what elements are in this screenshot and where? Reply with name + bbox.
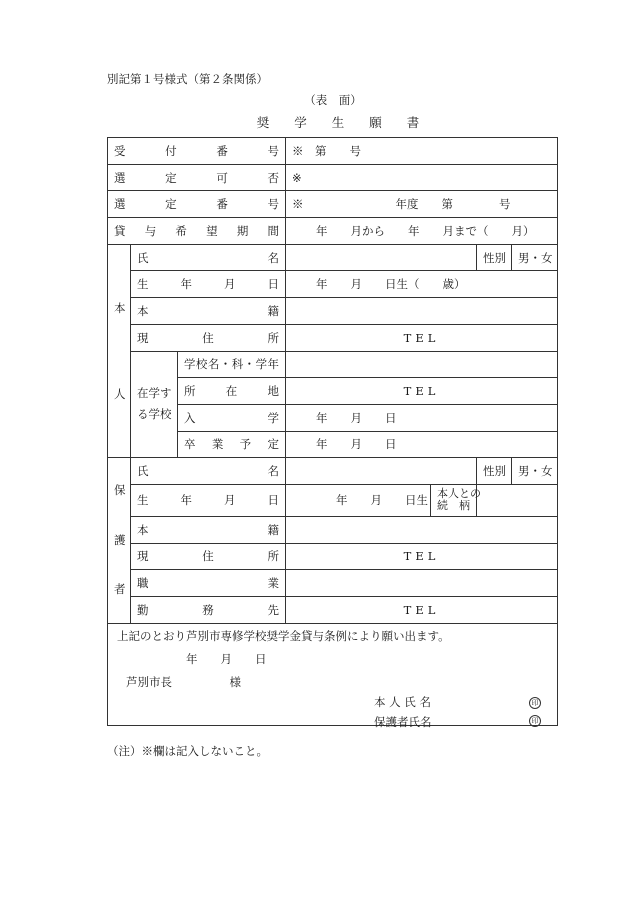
guardian-seal-icon: 印	[529, 715, 541, 727]
receipt-number-label: 受付番号	[108, 138, 286, 165]
addressee: 芦別市長 様	[126, 674, 241, 689]
receipt-number-value[interactable]: ※ 第 号	[286, 138, 558, 165]
applicant-seal-icon: 印	[529, 697, 541, 709]
loan-period-row	[108, 218, 558, 245]
guardian-domicile-row	[108, 516, 558, 543]
applicant-domicile-label: 本籍	[131, 298, 286, 325]
selection-number-label: 選定番号	[108, 191, 286, 218]
receipt-row	[108, 138, 558, 165]
guardian-birth-label: 生年月日	[131, 484, 286, 516]
applicant-domicile-row	[108, 298, 558, 325]
guardian-sex-label: 性別	[477, 458, 512, 485]
applicant-address-label: 現住所	[131, 324, 286, 351]
declaration-box	[108, 623, 558, 729]
guardian-address-label: 現住所	[131, 543, 286, 570]
guardian-domicile-field[interactable]	[286, 516, 558, 543]
school-group-label: 在学す る学校	[131, 351, 178, 458]
applicant-birth-row	[108, 271, 558, 298]
guardian-birth-row	[108, 484, 558, 516]
application-date[interactable]: 年 月 日	[186, 651, 267, 666]
school-name-row	[108, 351, 558, 378]
guardian-job-field[interactable]	[286, 570, 558, 597]
guardian-group-label: 保 護 者	[108, 458, 131, 623]
selection-label: 選定可否	[108, 164, 286, 191]
guardian-name-field[interactable]	[286, 458, 477, 485]
applicant-birth-label: 生年月日	[131, 271, 286, 298]
selection-value[interactable]: ※	[286, 164, 558, 191]
applicant-name-label: 氏名	[131, 244, 286, 271]
applicant-name-row	[108, 244, 558, 271]
school-tel-label[interactable]: TEL	[286, 378, 558, 405]
guardian-signature-label: 保護者氏名	[374, 714, 432, 729]
form-side-label: （表 面）	[304, 93, 362, 107]
applicant-birth-field[interactable]: 年 月 日生（ 歳）	[286, 271, 558, 298]
guardian-name-label: 氏名	[131, 458, 286, 485]
applicant-tel-label[interactable]: TEL	[286, 324, 558, 351]
guardian-sex-field[interactable]: 男・女	[512, 458, 558, 485]
guardian-job-row	[108, 570, 558, 597]
guardian-address-row	[108, 543, 558, 570]
graduation-field[interactable]: 年 月 日	[286, 431, 558, 458]
guardian-relation-label: 本人との 続 柄	[431, 484, 477, 516]
enroll-field[interactable]: 年 月 日	[286, 404, 558, 431]
selection-row	[108, 164, 558, 191]
selection-number-value[interactable]: ※ 年度 第 号	[286, 191, 558, 218]
school-name-field[interactable]	[286, 351, 558, 378]
footnote: （注）※欄は記入しないこと。	[107, 744, 268, 758]
school-name-label: 学校名・科・学年	[178, 351, 286, 378]
footer-row	[108, 623, 558, 725]
declaration-statement: 上記のとおり芦別市専修学校奨学金貸与条例により願い出ます。	[117, 628, 450, 643]
guardian-relation-field[interactable]	[477, 484, 558, 516]
page-title: 奨 学 生 願 書	[256, 115, 420, 130]
loan-period-value[interactable]: 年 月から 年 月まで（ 月）	[286, 218, 558, 245]
loan-period-label: 貸与希望期間	[108, 218, 286, 245]
applicant-address-row	[108, 324, 558, 351]
guardian-job-label: 職業	[131, 570, 286, 597]
selection-number-row	[108, 191, 558, 218]
guardian-work-label: 勤務先	[131, 597, 286, 624]
guardian-domicile-label: 本籍	[131, 516, 286, 543]
applicant-sex-label: 性別	[477, 244, 512, 271]
enroll-label: 入学	[178, 404, 286, 431]
applicant-domicile-field[interactable]	[286, 298, 558, 325]
application-form-table	[107, 137, 558, 729]
guardian-birth-field[interactable]: 年 月 日生	[286, 484, 431, 516]
form-number: 別記第１号様式（第２条関係）	[107, 72, 268, 86]
guardian-work-tel-label[interactable]: TEL	[286, 597, 558, 624]
guardian-name-row	[108, 458, 558, 485]
applicant-group-label: 本 人	[108, 244, 131, 458]
guardian-work-row	[108, 597, 558, 624]
applicant-sex-field[interactable]: 男・女	[512, 244, 558, 271]
guardian-tel-label[interactable]: TEL	[286, 543, 558, 570]
graduation-label: 卒業予定	[178, 431, 286, 458]
applicant-name-field[interactable]	[286, 244, 477, 271]
school-address-label: 所在地	[178, 378, 286, 405]
applicant-signature-label: 本 人 氏 名	[374, 694, 431, 709]
